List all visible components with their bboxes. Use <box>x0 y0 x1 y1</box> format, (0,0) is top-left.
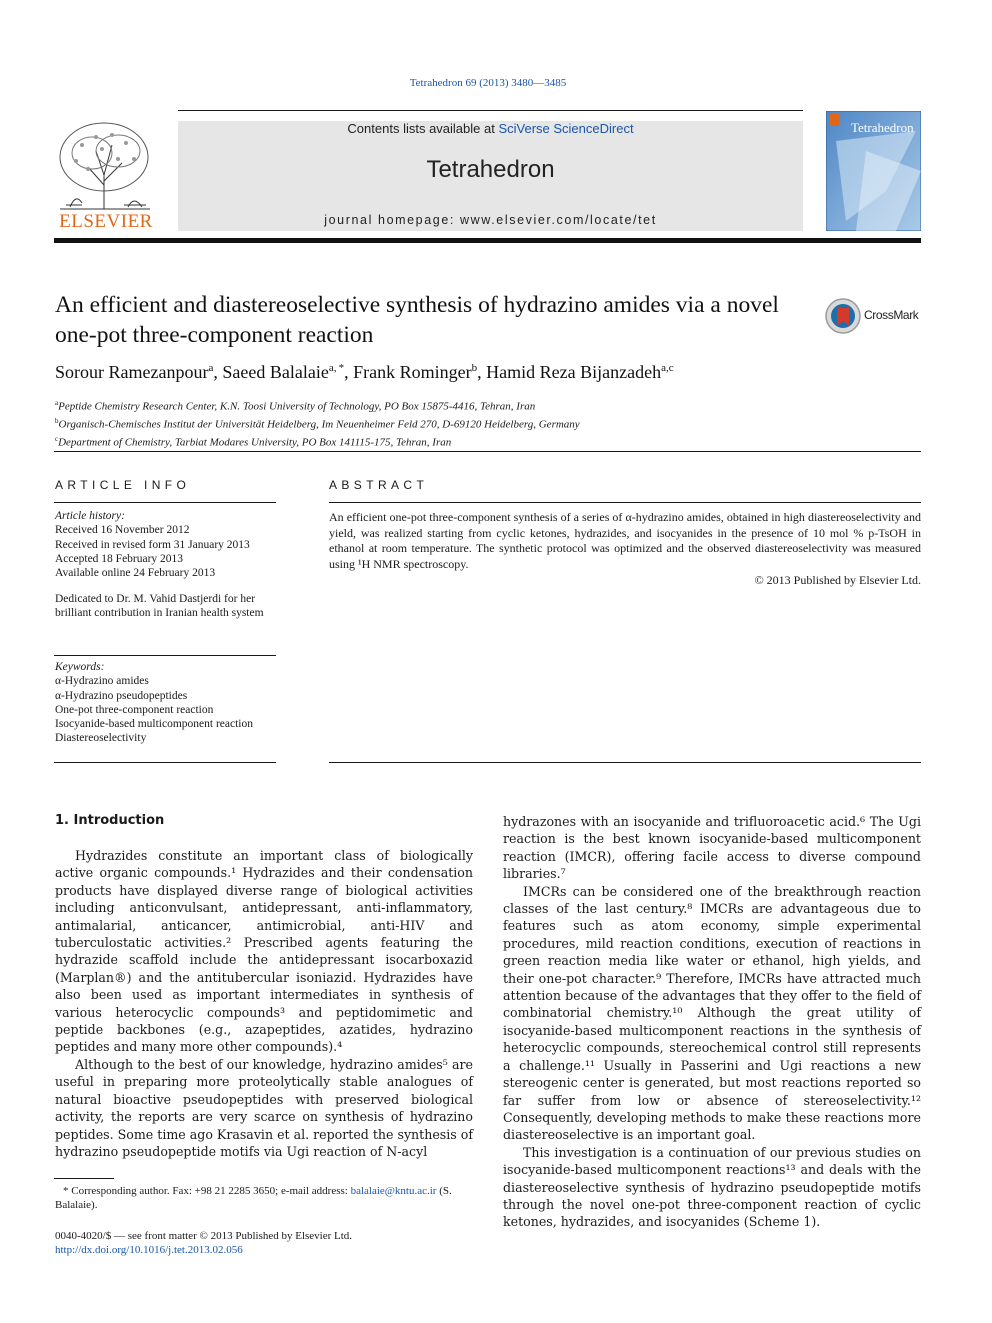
crossmark-badge[interactable] <box>824 296 924 336</box>
abstract-rule <box>329 502 921 503</box>
author-email-link[interactable]: balalaie@kntu.ac.ir <box>350 1185 437 1197</box>
abstract-bottom-rule <box>329 762 921 763</box>
journal-name: Tetrahedron <box>426 156 555 183</box>
keywords-label: Keywords: <box>55 661 105 673</box>
keyword-item: α-Hydrazino pseudopeptides <box>55 689 188 702</box>
affiliation-item <box>55 396 855 414</box>
abstract-text: An efficient one-pot three-component synthesis of a series of α-hydrazino amides, obtained in high diastereoselectivity and yield, was realized starting from cyclic ketones, hydrazides, and isocyanides in the presence of 10 mol % p-TsOH in ethanol at room temperature. The synthetic protocol was optimized and the observed diastereoselectivity was measured using ¹H NMR spectroscopy. <box>329 510 921 571</box>
history-accepted: Accepted 18 February 2013 <box>55 552 184 565</box>
history-online: Available online 24 February 2013 <box>55 567 216 580</box>
author-name: Sorour Ramezanpour <box>55 362 209 382</box>
article-info-rule <box>54 502 276 503</box>
article-title: An efficient and diastereoselective synthesis of hydrazino amides via a novel one-pot three-component reaction <box>55 292 779 348</box>
intro-paragraph: IMCRs can be considered one of the breakthrough reaction classes of the last century.⁸ IMCRs are advantageous due to features such as atom economy, simple experimental procedures, mild reaction conditions, execution of reactions in green reaction media like water or ethanol, high yields, and their one-pot character.⁹ Therefore, IMCRs have attracted much attention because of the advantages that they offer to the field of combinatorial chemistry.¹⁰ Although the great utility of isocyanide-based multicomponent reactions in the synthesis of heterocyclic compounds, stereochemical control still represents a challenge.¹¹ Usually in Passerini and Ugi reactions a new stereogenic center is generated, but most reactions reported so far suffer from low or absence of stereoselectivity.¹² Consequently, developing methods to make these reactions more diastereoselective is an important goal. <box>503 883 921 1143</box>
title-bottom-rule <box>54 451 921 452</box>
author-affil-mark[interactable]: a <box>208 362 214 374</box>
keyword-item: α-Hydrazino amides <box>55 675 149 688</box>
author-affil-mark[interactable]: b <box>471 362 478 374</box>
footnote-rule <box>54 1178 114 1179</box>
footnote-text: * Corresponding author. Fax: +98 21 2285 3650; e-mail address: <box>63 1185 351 1197</box>
body-right-column <box>503 813 921 1231</box>
footnote-suffix: (S. Balalaie). <box>55 1185 452 1211</box>
corresponding-author-footnote <box>55 1184 473 1212</box>
issn-line: 0040-4020/$ — see front matter © 2013 Published by Elsevier Ltd. <box>55 1230 353 1242</box>
affiliation-mark: b <box>55 416 59 425</box>
journal-citation[interactable]: Tetrahedron 69 (2013) 3480—3485 <box>409 77 567 89</box>
author-name: Frank Rominger <box>353 362 472 382</box>
intro-paragraph: hydrazones with an isocyanide and trifluoroacetic acid.⁶ The Ugi reaction is the best known isocyanide-based multicomponent reaction (IMCR), offering facile access to diverse compound libraries.⁷ <box>503 814 921 882</box>
cover-title: Tetrahedron <box>851 120 914 135</box>
article-info-bottom-rule <box>54 762 276 763</box>
body-left-column <box>55 847 473 1160</box>
intro-paragraph: This investigation is a continuation of our previous studies on isocyanide-based multicomponent reactions¹³ and deals with the diastereoselective synthesis of hydrazino pseudopeptide motifs through the novel one-pot three-component reaction of cyclic ketones, hydrazides, and isocyanides (Scheme 1). <box>503 1144 921 1230</box>
author-name: Saeed Balalaie <box>222 362 329 382</box>
history-label: Article history: <box>55 510 125 522</box>
affiliation-item <box>55 414 855 432</box>
affiliation-mark: c <box>55 434 59 443</box>
article-history <box>55 509 277 580</box>
header-top-rule <box>178 110 803 111</box>
intro-paragraph: Although to the best of our knowledge, hydrazino amides⁵ are useful in preparing more proteolytically stable analogues of natural bioactive pseudopeptides with preserved biological activity, the reports are very scarce on synthesis of hydrazino peptides. Some time ago Krasavin et al. reported the synthesis of hydrazino pseudopeptide motifs via Ugi reaction of N-acyl <box>55 1056 473 1159</box>
contents-line <box>178 121 803 136</box>
crossmark-label: CrossMark <box>864 308 919 322</box>
author-name: Hamid Reza Bijanzadeh <box>486 362 662 382</box>
abstract-copyright: © 2013 Published by Elsevier Ltd. <box>754 573 921 587</box>
affiliation-mark: a <box>55 399 59 407</box>
affiliation-text: Department of Chemistry, Tarbiat Modares University, PO Box 141115-175, Tehran, Iran <box>58 436 452 449</box>
intro-paragraph: Hydrazides constitute an important class of biologically active organic compounds.¹ Hydrazides and their condensation products have displayed diverse range of biological activities including anticonvulsant, antidepressant, anti-inflammatory, antimalarial, anticancer, antimicrobial, anti-HIV and tuberculostatic activities.² Prescribed agents featuring the hydrazide scaffold include the antidepressant isocarboxazid (Marplan®) and the antitubercular isoniazid. Hydrazides have also been used as important intermediates in synthesis of various heterocyclic compounds³ and peptidomimetic and peptide backbones (e.g., azapeptides, azatides, hydrazino peptides and many more other compounds).⁴ <box>55 848 473 1055</box>
keyword-item: Isocyanide-based multicomponent reaction <box>55 718 253 731</box>
affiliation-text: Peptide Chemistry Research Center, K.N. Toosi University of Technology, PO Box 15875-4416, Tehran, Iran <box>58 400 536 413</box>
history-received: Received 16 November 2012 <box>55 524 190 537</box>
keywords-rule <box>54 655 276 656</box>
author-affil-mark[interactable]: a,c <box>661 362 674 374</box>
contents-prefix: Contents lists available at <box>347 121 499 136</box>
abstract-heading: ABSTRACT <box>329 478 429 492</box>
author-affil-mark[interactable]: a, * <box>328 362 345 374</box>
article-info-heading: ARTICLE INFO <box>55 478 191 492</box>
section-heading-introduction: 1. Introduction <box>55 813 165 828</box>
affiliation-text: Organisch-Chemisches Institut der Universität Heidelberg, Im Neuenheimer Feld 270, D-69120 Heidelberg, Germany <box>58 418 580 431</box>
crossmark-icon <box>824 296 864 336</box>
dedication: Dedicated to Dr. M. Vahid Dastjerdi for her brilliant contribution in Iranian health system <box>55 593 264 620</box>
journal-homepage[interactable]: journal homepage: www.elsevier.com/locate/tet <box>324 213 657 227</box>
sciencedirect-link[interactable]: SciVerse ScienceDirect <box>498 121 634 136</box>
doi-link[interactable]: http://dx.doi.org/10.1016/j.tet.2013.02.056 <box>55 1244 243 1256</box>
keyword-item: Diastereoselectivity <box>55 732 147 745</box>
keywords <box>55 660 295 746</box>
affiliations <box>55 396 855 450</box>
header-thick-rule <box>54 238 921 243</box>
affiliation-item <box>55 432 855 450</box>
elsevier-wordmark: ELSEVIER <box>59 211 153 232</box>
author-list: Sorour Ramezanpour$^a$, Saeed Balalaie$^{a, *}$, Frank Rominger$^b$, Hamid Reza Bijanzadeh$^{a,c}$ <box>55 362 674 382</box>
history-revised: Received in revised form 31 January 2013 <box>55 538 250 551</box>
keyword-item: One-pot three-component reaction <box>55 703 214 716</box>
front-matter-info <box>55 1229 555 1257</box>
